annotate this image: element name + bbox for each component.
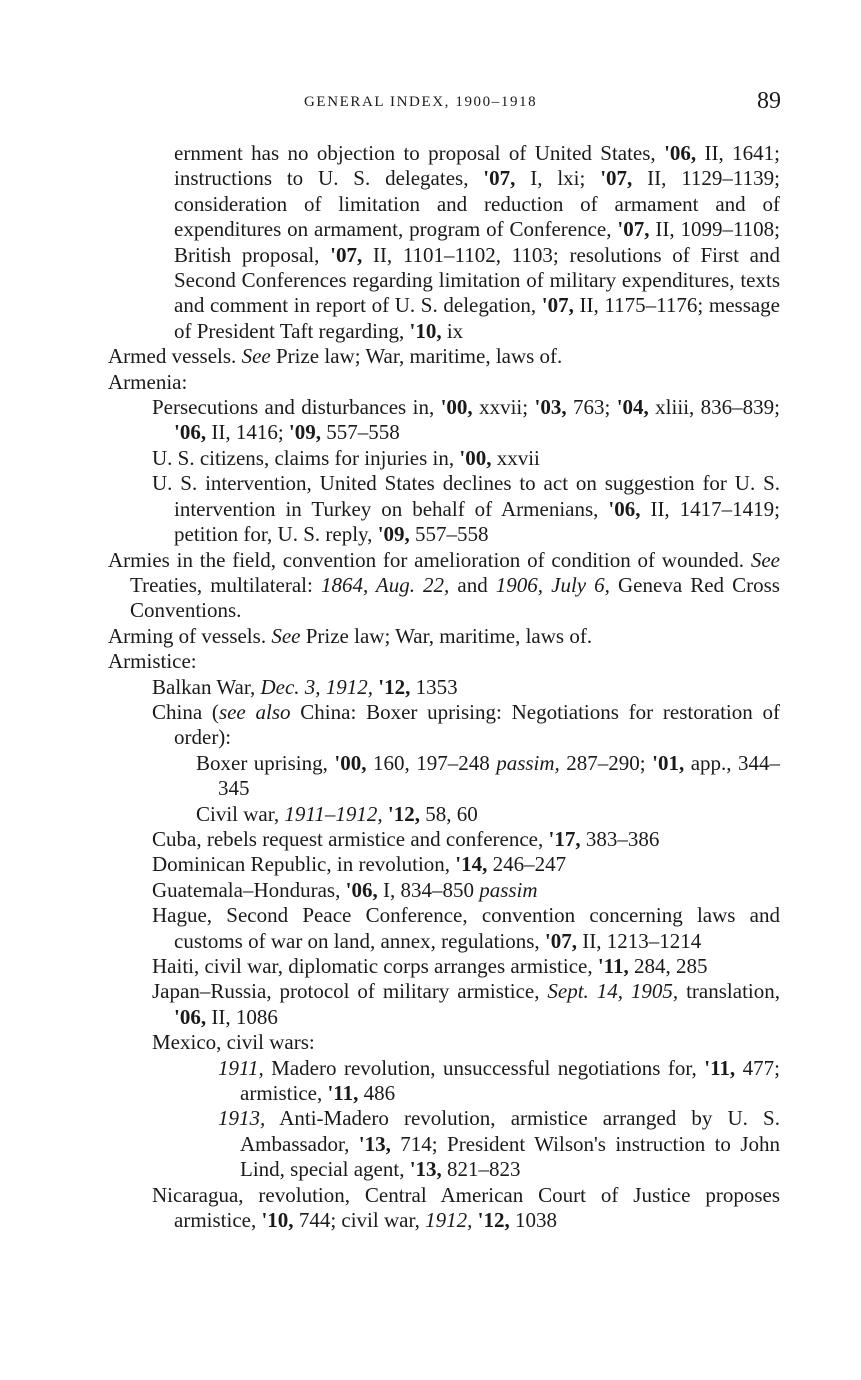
entry-text: 821–823: [441, 1157, 521, 1182]
entry-text: U. S. intervention, United States declines to act on suggestion for U. S. intervention in Turkey on behalf of Armenians,: [152, 471, 780, 521]
index-entry: [108, 1030, 780, 1055]
entry-text: translation,: [678, 979, 780, 1004]
entry-text: 160, 197–248: [366, 750, 497, 775]
year-reference: '13,: [358, 1131, 391, 1156]
entry-text: xliii, 836–839;: [648, 395, 780, 420]
index-entry: [108, 979, 780, 1030]
italic-text: 1911,: [218, 1055, 264, 1080]
year-reference: '11,: [704, 1055, 736, 1080]
year-reference: '11,: [597, 954, 629, 978]
italic-text: 1864, Aug. 22,: [320, 572, 450, 597]
entry-text: II, 1101–1102, 1103; resolutions of First and Second Conferences regarding limitation of military expenditures, texts and comment in report of U. S. delegation,: [174, 242, 780, 318]
year-reference: '10,: [261, 1208, 294, 1233]
entry-text: China (: [152, 699, 219, 724]
index-entry: [108, 1106, 780, 1182]
index-entry: [108, 141, 780, 344]
page-number: 89: [757, 88, 781, 114]
year-reference: '07,: [544, 928, 578, 953]
entry-text: app., 344–345: [218, 750, 781, 801]
entry-text: Hague, Second Peace Conference, convention concerning laws and customs of war on land, annex, regulations,: [152, 903, 780, 953]
entry-text: Arming of vessels.: [108, 623, 272, 648]
year-reference: '00,: [440, 395, 473, 420]
entry-text: 486: [358, 1081, 396, 1106]
index-entry: [108, 446, 780, 471]
italic-text: 1912,: [425, 1208, 473, 1233]
year-reference: '12,: [477, 1208, 510, 1233]
index-body: [108, 141, 780, 1233]
entry-text: Prize law; War, maritime, laws of.: [300, 623, 593, 648]
entry-text: Armies in the field, convention for amelioration of condition of wounded.: [108, 547, 751, 572]
year-reference: '17,: [548, 826, 581, 851]
index-entry: [108, 370, 780, 395]
year-reference: '13,: [409, 1157, 442, 1182]
entry-text: China: Boxer uprising: Negotiations for restoration of order):: [174, 699, 781, 750]
entry-text: Japan–Russia, protocol of military armistice,: [152, 979, 548, 1004]
entry-text: Civil war,: [196, 801, 285, 826]
year-reference: '00,: [334, 750, 367, 775]
index-entry: [108, 649, 780, 674]
year-reference: '07,: [483, 166, 516, 191]
index-entry: [108, 903, 780, 954]
entry-text: U. S. citizens, claims for injuries in,: [152, 445, 460, 470]
entry-text: Cuba, rebels request armistice and conference,: [152, 826, 549, 851]
year-reference: '06,: [345, 877, 378, 902]
year-reference: '07,: [330, 242, 363, 267]
year-reference: '04,: [616, 395, 649, 420]
italic-text: Dec. 3, 1912,: [260, 674, 374, 699]
year-reference: '06,: [608, 496, 641, 521]
entry-text: Armistice:: [108, 649, 197, 674]
entry-text: II, 1417–1419; petition for, U. S. reply,: [174, 496, 780, 547]
italic-text: 1911–1912,: [284, 801, 383, 826]
index-entry: [108, 954, 780, 979]
entry-text: II, 1175–1176; message of President Taft regarding,: [174, 293, 781, 343]
year-reference: '12,: [387, 801, 420, 826]
index-entry: [108, 395, 780, 446]
entry-text: Armenia:: [108, 369, 188, 394]
entry-text: II, 1641; instructions to U. S. delegates,: [174, 141, 780, 191]
entry-text: 477; armistice,: [240, 1055, 780, 1106]
entry-text: Madero revolution, unsuccessful negotiations for,: [263, 1055, 705, 1080]
index-entry: [108, 624, 780, 649]
entry-text: 246–247: [487, 852, 567, 877]
year-reference: '06,: [664, 141, 697, 165]
italic-text: See: [241, 344, 271, 369]
entry-text: Balkan War,: [152, 674, 261, 699]
italic-text: see also: [218, 699, 291, 724]
entry-text: 58, 60: [419, 801, 478, 826]
index-entry: [108, 1183, 780, 1234]
index-entry: [108, 751, 780, 802]
index-entry: [108, 878, 780, 903]
entry-text: Prize law; War, maritime, laws of.: [270, 344, 563, 369]
entry-text: Mexico, civil wars:: [152, 1030, 315, 1055]
index-entry: [108, 827, 780, 852]
entry-text: xxvii: [491, 445, 540, 470]
index-entry: [108, 344, 780, 369]
index-entry: [108, 548, 780, 624]
year-reference: '06,: [174, 420, 207, 445]
italic-text: passim,: [496, 750, 560, 775]
entry-text: Dominican Republic, in revolution,: [152, 852, 456, 877]
entry-text: Haiti, civil war, diplomatic corps arranges armistice,: [152, 954, 598, 978]
year-reference: '09,: [288, 420, 322, 445]
entry-text: 1038: [509, 1208, 557, 1233]
entry-text: 763;: [566, 395, 617, 420]
entry-text: Anti-Madero revolution, armistice arranged by U. S. Ambassador,: [240, 1106, 780, 1156]
entry-text: 1353: [410, 674, 458, 699]
running-header-title: GENERAL INDEX, 1900–1918: [304, 94, 538, 110]
entry-text: Persecutions and disturbances in,: [152, 395, 441, 420]
entry-text: Armed vessels.: [108, 344, 242, 369]
year-reference: '00,: [459, 445, 492, 470]
index-entry: [108, 700, 780, 751]
entry-text: Boxer uprising,: [196, 750, 335, 775]
entry-text: 557–558: [321, 420, 400, 445]
entry-text: 744; civil war,: [293, 1208, 426, 1233]
year-reference: '07,: [541, 293, 574, 318]
year-reference: '07,: [617, 217, 650, 242]
entry-text: II, 1416;: [206, 420, 289, 445]
year-reference: '12,: [378, 674, 411, 699]
index-entry: [108, 675, 780, 700]
entry-text: Treaties, multilateral:: [130, 572, 321, 597]
year-reference: '06,: [174, 1004, 207, 1029]
year-reference: '01,: [652, 750, 685, 775]
entry-text: Nicaragua, revolution, Central American Court of Justice proposes armistice,: [152, 1182, 780, 1233]
entry-text: 287–290;: [559, 750, 653, 775]
index-entry: [108, 1056, 780, 1107]
entry-text: I, lxi;: [515, 166, 601, 191]
entry-text: II, 1086: [206, 1004, 278, 1029]
italic-text: 1913,: [218, 1106, 266, 1131]
italic-text: 1906, July 6,: [495, 572, 610, 597]
entry-text: ernment has no objection to proposal of United States,: [174, 141, 665, 165]
italic-text: See: [271, 623, 301, 648]
year-reference: '14,: [455, 852, 488, 877]
year-reference: '10,: [409, 318, 442, 343]
year-reference: '09,: [377, 522, 410, 547]
entry-text: II, 1099–1108; British proposal,: [174, 217, 780, 267]
entry-text: Geneva Red Cross Conventions.: [130, 572, 780, 623]
entry-text: 284, 285: [628, 954, 708, 978]
entry-text: xxvii;: [472, 395, 535, 420]
entry-text: I, 834–850: [377, 877, 480, 902]
year-reference: '03,: [534, 395, 567, 420]
italic-text: Sept. 14, 1905,: [547, 979, 679, 1004]
entry-text: Guatemala–Honduras,: [152, 877, 346, 902]
entry-text: 557–558: [409, 522, 489, 547]
entry-text: 383–386: [580, 826, 660, 851]
index-entry: [108, 852, 780, 877]
index-entry: [108, 471, 780, 547]
entry-text: 714; President Wilson's instruction to John Lind, special agent,: [240, 1131, 781, 1182]
entry-text: and: [449, 572, 496, 597]
italic-text: See: [750, 547, 780, 572]
index-entry: [108, 802, 780, 827]
year-reference: '07,: [600, 166, 633, 191]
entry-text: II, 1129–1139; consideration of limitation and reduction of armament and of expenditures on armament, program of Conference,: [174, 166, 780, 242]
entry-text: II, 1213–1214: [577, 928, 702, 953]
italic-text: passim: [479, 877, 538, 902]
year-reference: '11,: [327, 1081, 359, 1106]
entry-text: ix: [441, 318, 464, 343]
